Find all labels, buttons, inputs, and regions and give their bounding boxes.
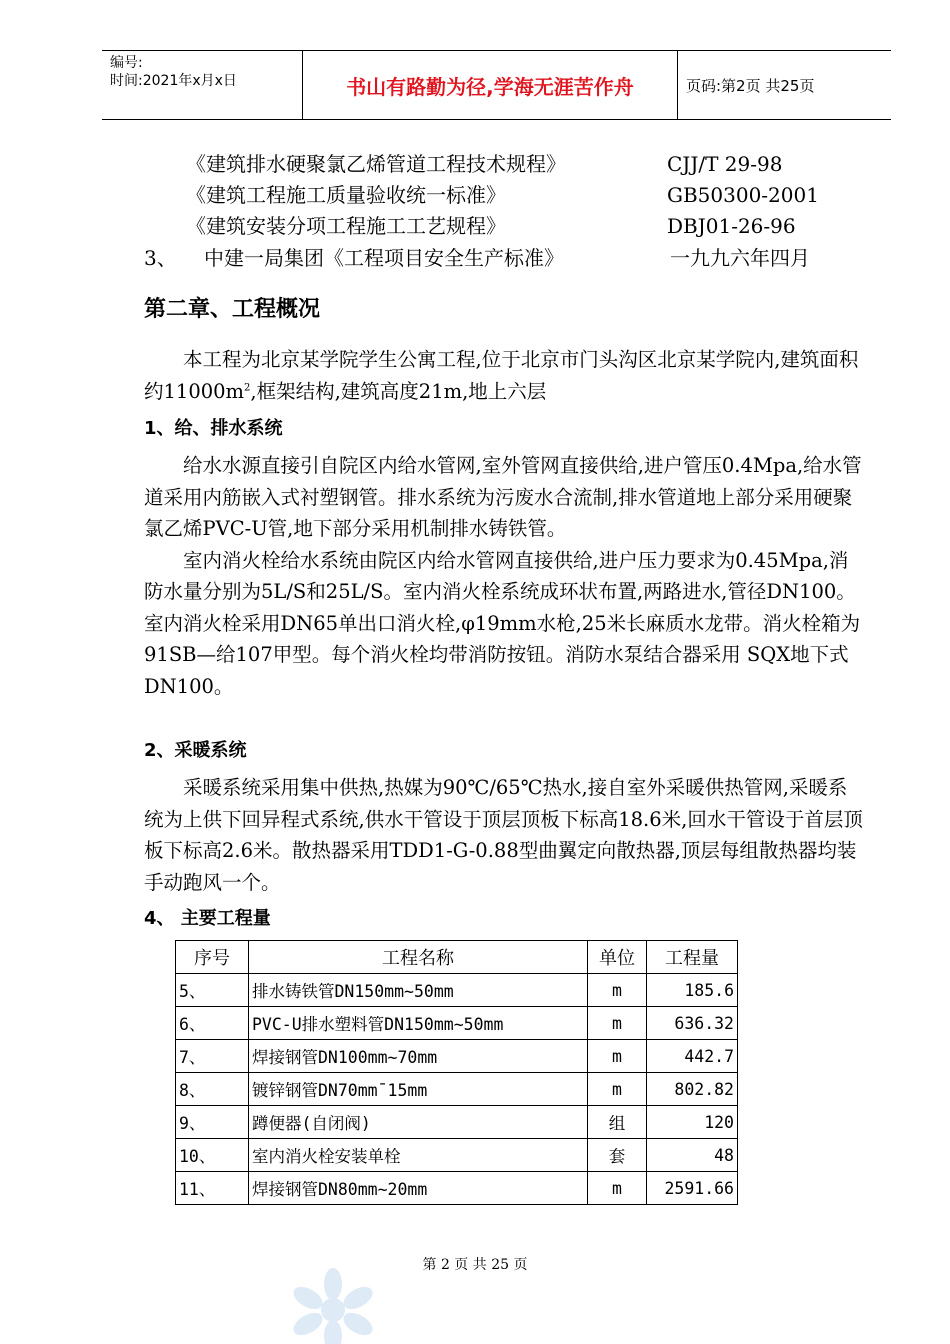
overview-text: 本工程为北京某学院学生公寓工程,位于北京市门头沟区北京某学院内,建筑面积约11000m [144, 348, 859, 403]
time-label: 时间:2021年x月x日 [110, 73, 237, 89]
snowflake-watermark-icon [278, 1258, 388, 1344]
row-unit: 组 [588, 1106, 647, 1139]
overview-paragraph [144, 344, 866, 407]
row-quantity: 636.32 [647, 1007, 738, 1040]
table-header: 单位 [588, 941, 647, 974]
table-row [176, 1040, 738, 1073]
section-title: 2、采暖系统 [144, 740, 247, 761]
row-unit: m [588, 1007, 647, 1040]
section-title: 1、给、排水系统 [144, 418, 283, 439]
water-paragraph-2: 室内消火栓给水系统由院区内给水管网直接供给,进户压力要求为0.45Mpa,消防水量分别为5L/S和25L/S。室内消火栓系统成环状布置,两路进水,管径DN100。室内消火栓采用DN65单出口消火栓,φ19mm水枪,25米长麻质水龙带。消火栓箱为91SB—给107甲型。每个消火栓均带消防按钮。消防水泵结合器采用 SQX地下式DN100。 [144, 548, 861, 698]
reference-title: 《建筑工程施工质量验收统一标准》 [186, 183, 506, 207]
table-header: 工程名称 [249, 941, 588, 974]
row-number: 9、 [176, 1106, 249, 1139]
table-row [176, 1106, 738, 1139]
row-number: 5、 [176, 974, 249, 1007]
reference-code: GB50300-2001 [667, 183, 819, 207]
row-number: 11、 [176, 1172, 249, 1205]
item3-number: 3、 [144, 246, 177, 270]
row-quantity: 120 [647, 1106, 738, 1139]
reference-title: 《建筑排水硬聚氯乙烯管道工程技术规程》 [186, 152, 566, 176]
row-number: 10、 [176, 1139, 249, 1172]
reference-title: 《建筑安装分项工程施工工艺规程》 [186, 214, 506, 238]
row-name: 排水铸铁管DN150mm~50mm [249, 974, 588, 1007]
header-divider [302, 51, 303, 119]
item3-title: 中建一局集团《工程项目安全生产标准》 [204, 246, 564, 270]
header-divider [677, 51, 678, 119]
table-row [176, 1172, 738, 1205]
row-quantity: 2591.66 [647, 1172, 738, 1205]
row-name: 焊接钢管DN80mm~20mm [249, 1172, 588, 1205]
header-motto: 书山有路勤为径,学海无涯苦作舟 [346, 74, 634, 99]
row-name: 蹲便器(自闭阀) [249, 1106, 588, 1139]
heating-paragraph [144, 772, 866, 898]
header-page-info: 页码:第2页 共25页 [686, 76, 815, 95]
table-row [176, 1073, 738, 1106]
table-header: 序号 [176, 941, 249, 974]
row-unit: m [588, 1073, 647, 1106]
table-row [176, 1139, 738, 1172]
table-header: 工程量 [647, 941, 738, 974]
row-unit: m [588, 974, 647, 1007]
reference-code: DBJ01-26-96 [667, 214, 796, 238]
row-unit: 套 [588, 1139, 647, 1172]
section-title: 4、 主要工程量 [144, 908, 271, 929]
row-unit: m [588, 1040, 647, 1073]
item3-date: 一九九六年四月 [670, 246, 810, 270]
reference-code: CJJ/T 29-98 [667, 152, 783, 176]
row-name: 镀锌钢管DN70mm¯15mm [249, 1073, 588, 1106]
row-quantity: 185.6 [647, 974, 738, 1007]
row-unit: m [588, 1172, 647, 1205]
row-name: PVC-U排水塑料管DN150mm~50mm [249, 1007, 588, 1040]
table-header-row [176, 941, 738, 974]
water-paragraph-1: 给水水源直接引自院区内给水管网,室外管网直接供给,进户管压0.4Mpa,给水管道采用内筋嵌入式衬塑钢管。排水系统为污废水合流制,排水管道地上部分采用硬聚氯乙烯PVC-U管,地下部分采用机制排水铸铁管。 [144, 454, 862, 540]
row-number: 6、 [176, 1007, 249, 1040]
chapter-title: 第二章、工程概况 [144, 297, 321, 322]
heating-paragraph-1: 采暖系统采用集中供热,热媒为90℃/65℃热水,接自室外采暖供热管网,采暖系统为上供下回异程式系统,供水干管设于顶层顶板下标高18.6米,回水干管设于首层顶板下标高2.6米。散热器采用TDD1-G-0.88型曲翼定向散热器,顶层每组散热器均装手动跑风一个。 [144, 776, 863, 894]
page-footer: 第 2 页 共 25 页 [422, 1257, 528, 1273]
table-row [176, 974, 738, 1007]
row-quantity: 802.82 [647, 1073, 738, 1106]
row-name: 室内消火栓安装单栓 [249, 1139, 588, 1172]
overview-text-end: ,框架结构,建筑高度21m,地上六层 [250, 379, 547, 403]
row-name: 焊接钢管DN100mm~70mm [249, 1040, 588, 1073]
row-quantity: 442.7 [647, 1040, 738, 1073]
header-meta [110, 54, 237, 90]
number-label: 编号: [110, 55, 143, 71]
row-number: 7、 [176, 1040, 249, 1073]
superscript: 2 [244, 382, 251, 393]
row-number: 8、 [176, 1073, 249, 1106]
page-header [102, 50, 891, 120]
table-row [176, 1007, 738, 1040]
quantity-table [175, 940, 738, 1205]
row-quantity: 48 [647, 1139, 738, 1172]
water-supply-paragraph [144, 450, 866, 702]
